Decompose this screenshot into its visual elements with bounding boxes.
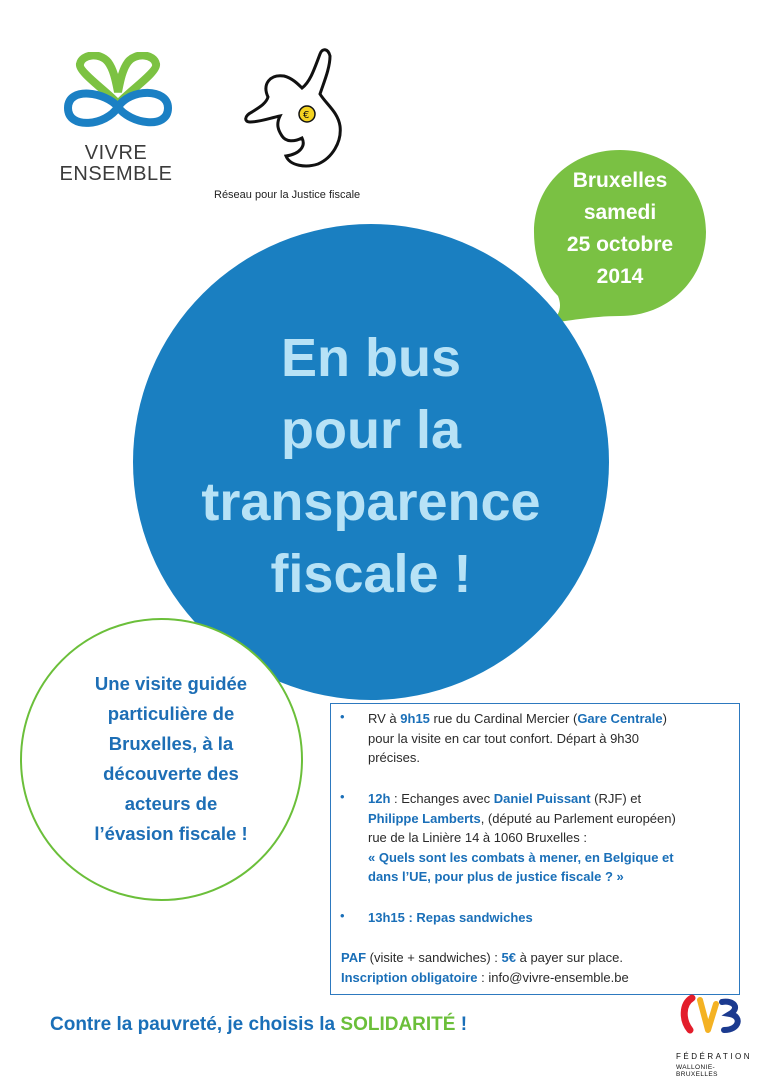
bullet-icon: • <box>340 709 345 724</box>
page-title: En bus pour la transparence fiscale ! <box>201 328 541 604</box>
svg-text:€: € <box>303 110 310 121</box>
rjf-mascot-icon <box>240 42 355 172</box>
footer-slogan: Contre la pauvreté, je choisis la SOLIDARITÉ ! <box>50 1014 468 1035</box>
info-item-meeting: RV à 9h15 rue du Cardinal Mercier (Gare Centrale) pour la visite en car tout confort. Départ à 9h30 précises. <box>368 711 667 765</box>
rjf-caption: Réseau pour la Justice fiscale <box>214 189 361 201</box>
info-item-exchange: 12h : Echanges avec Daniel Puissant (RJF) et Philippe Lamberts, (député au Parlement européen) rue de la Linière 14 à 1060 Bruxelles : « Quels sont les combats à mener, en Belgique et dans l’UE, pour plus de justice fiscale ? » <box>368 791 676 884</box>
bullet-icon: • <box>340 789 345 804</box>
tour-description: Une visite guidée particulière de Bruxelles, à la découverte des acteurs de l’évasion fiscale ! <box>94 673 248 844</box>
event-date: Bruxelles samedi 25 octobre 2014 <box>566 169 674 288</box>
info-price-registration: PAF (visite + sandwiches) : 5€ à payer sur place. Inscription obligatoire : info@vivre-ensemble.be <box>341 950 629 985</box>
fwb-label: FÉDÉRATION <box>676 1052 752 1061</box>
bullet-icon: • <box>340 908 345 923</box>
info-item-lunch: 13h15 : Repas sandwiches <box>368 910 533 925</box>
fwb-sublabel: WALLONIE-BRUXELLES <box>676 1064 718 1078</box>
fwb-logo-icon <box>674 990 754 1050</box>
vivre-ensemble-wordmark: VIVRE ENSEMBLE <box>59 142 173 185</box>
